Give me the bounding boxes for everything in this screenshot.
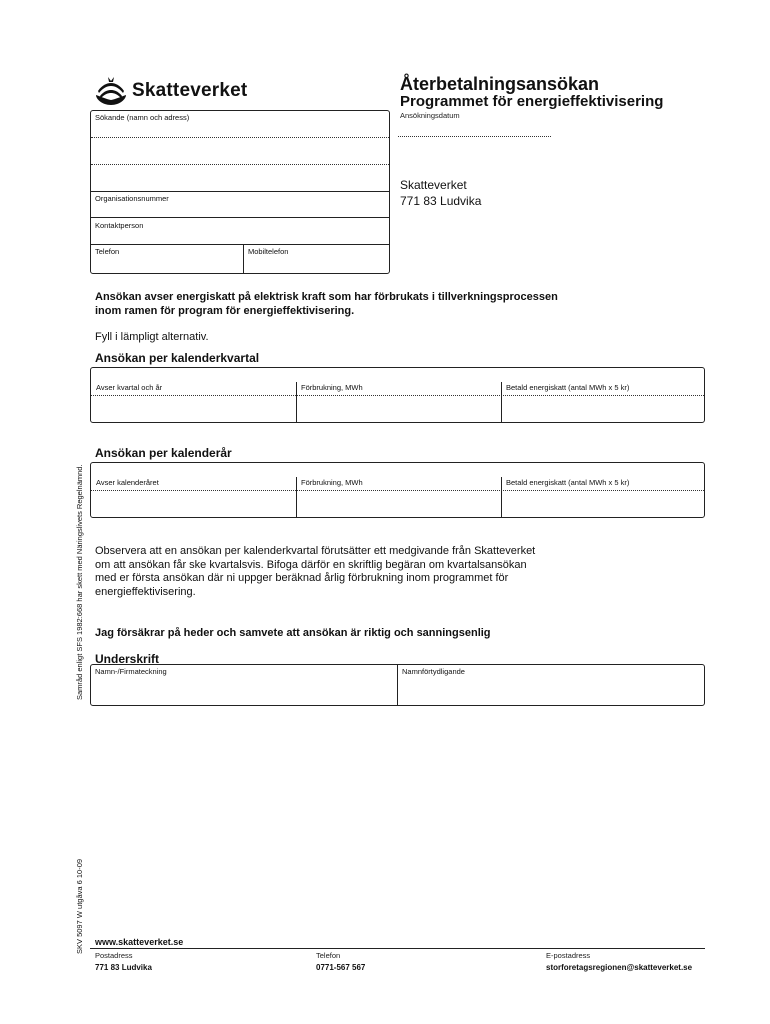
signature-field[interactable] [93, 677, 393, 704]
footer-postal-value: 771 83 Ludvika [95, 963, 152, 972]
year-col-divider [296, 477, 297, 517]
phone-label: Telefon [95, 247, 120, 256]
instruction-text: Fyll i lämpligt alternativ. [95, 331, 209, 343]
quarter-col-period: Avser kvartal och år [96, 383, 163, 392]
note-line-2: om att ansökan får ske kvartalsvis. Bifoga därför en skriftlig begäran om kvartalsansökan [95, 558, 527, 571]
recipient-postal: 771 83 Ludvika [400, 194, 482, 208]
footer-postal-label: Postadress [95, 951, 133, 960]
footer-website: www.skatteverket.se [95, 937, 184, 947]
form-id: SKV 5097 W utgåva 6 10-09 [75, 858, 84, 954]
application-date-field[interactable] [398, 136, 551, 137]
year-col-tax: Betald energiskatt (antal MWh x 5 kr) [506, 478, 630, 487]
print-name-field[interactable] [400, 677, 703, 704]
applicant-name-line-1[interactable] [91, 137, 389, 138]
footer-email-value: storforetagsregionen@skatteverket.se [546, 963, 693, 972]
footer-rule [90, 948, 705, 949]
year-col-consumption: Förbrukning, MWh [301, 478, 363, 487]
applicant-name-label: Sökande (namn och adress) [95, 113, 190, 122]
footer-email-label: E-postadress [546, 951, 591, 960]
signature-label: Namn-/Firmateckning [95, 667, 167, 676]
applicant-divider [91, 191, 389, 192]
form-title: Återbetalningsansökan [400, 74, 600, 94]
skatteverket-logo [94, 74, 254, 108]
crown-logo-icon [94, 75, 128, 107]
form-subtitle: Programmet för energieffektivisering [400, 93, 664, 110]
note-line-3: med er första ansökan där ni uppger beräknad årlig förbrukning inom programmet för [95, 572, 509, 584]
quarter-consumption-field[interactable] [299, 397, 499, 421]
year-tax-field[interactable] [504, 492, 702, 516]
year-header-divider [91, 490, 704, 491]
applicant-divider [91, 217, 389, 218]
year-heading: Ansökan per kalenderår [95, 446, 232, 460]
quarter-col-divider [501, 382, 502, 422]
year-col-period: Avser kalenderåret [96, 478, 159, 487]
declaration-text: Jag försäkrar på heder och samvete att ansökan är riktig och sanningsenlig [95, 627, 491, 639]
quarter-table [90, 367, 705, 423]
year-table [90, 462, 705, 518]
org-number-label: Organisationsnummer [95, 194, 169, 203]
year-col-divider [501, 477, 502, 517]
quarter-col-consumption: Förbrukning, MWh [301, 383, 363, 392]
intro-line-1: Ansökan avser energiskatt på elektrisk kraft som har förbrukats i tillverkningsprocessen [95, 291, 558, 303]
note-line-1: Observera att en ansökan per kalenderkvartal förutsätter ett medgivande från Skatteverket [95, 545, 536, 557]
regulation-note: Samråd enligt SFS 1982:668 har skett med Näringslivets Regelnämnd. [75, 464, 84, 700]
signature-heading: Underskrift [95, 652, 160, 666]
application-date-label: Ansökningsdatum [400, 111, 460, 120]
footer-phone-value: 0771-567 567 [316, 963, 366, 972]
quarter-period-field[interactable] [93, 397, 293, 421]
applicant-name-line-2[interactable] [91, 164, 389, 165]
footer-phone-label: Telefon [316, 951, 341, 960]
recipient-name: Skatteverket [400, 178, 467, 192]
intro-line-2: inom ramen för program för energieffektivisering. [95, 305, 355, 317]
applicant-divider [91, 244, 389, 245]
quarter-col-tax: Betald energiskatt (antal MWh x 5 kr) [506, 383, 630, 392]
contact-person-label: Kontaktperson [95, 221, 144, 230]
logo-text: Skatteverket [132, 80, 248, 101]
quarter-heading: Ansökan per kalenderkvartal [95, 351, 260, 365]
quarter-tax-field[interactable] [504, 397, 702, 421]
mobile-label: Mobiltelefon [248, 247, 289, 256]
phone-divider [243, 244, 244, 273]
signature-divider [397, 665, 398, 705]
note-line-4: energieffektivisering. [95, 585, 196, 598]
print-name-label: Namnförtydligande [402, 667, 465, 676]
quarter-header-divider [91, 395, 704, 396]
applicant-box [90, 110, 390, 274]
year-period-field[interactable] [93, 492, 293, 516]
quarter-col-divider [296, 382, 297, 422]
signature-box [90, 664, 705, 706]
year-consumption-field[interactable] [299, 492, 499, 516]
